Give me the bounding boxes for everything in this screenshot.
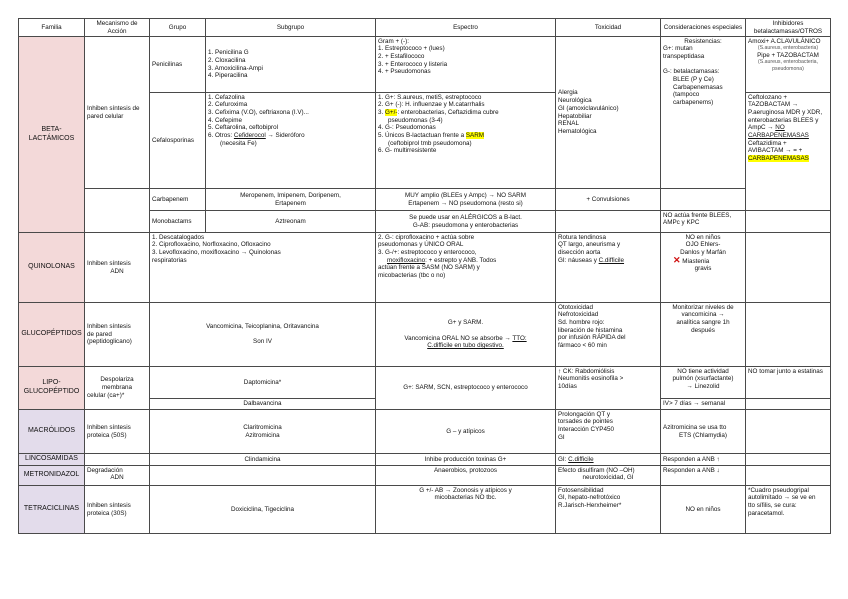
subgrupo-lincosamidas: Clindamicina — [150, 454, 376, 466]
mecanismo-lipoglucopeptido: Despolariza membrana celular (ca+)* — [85, 367, 150, 410]
grupo-penicilinas: Penicilinas — [150, 37, 206, 93]
grupo-monobactams: Monobactams — [150, 211, 206, 233]
espectro-penicilinas: Gram + (-): 1. Estreptococo + (lues) 2. + Estafilococo 3. + Enterococo y listeria 4. + Pseudomonas — [376, 37, 556, 93]
espectro-tetraciclinas: G +/- AB → Zoonosis y atípicos y micobacterias NO tbc. — [376, 486, 556, 534]
mecanismo-monobactams-empty — [85, 211, 150, 233]
inhibidores-quinolonas — [746, 233, 831, 303]
grupo-cefalosporinas: Cefalosporinas — [150, 93, 206, 189]
row-glucopeptidos — [19, 303, 831, 367]
mecanismo-quinolonas: Inhiben síntesis ADN — [85, 233, 150, 303]
familia-tetraciclinas: TETRACICLINAS — [19, 486, 85, 534]
inhibidores-metronidazol — [746, 466, 831, 486]
row-lipoglucopeptido — [19, 367, 831, 399]
subgrupo-daptomicina: Daptomicina* — [150, 367, 376, 399]
familia-glucopeptidos: GLUCOPÉPTIDOS — [19, 303, 85, 367]
row-metronidazol — [19, 466, 831, 486]
toxicidad-metronidazol: Efecto disulfiram (NO –OH) neurotoxicidad, GI — [556, 466, 661, 486]
espectro-quinolonas: 2. G-: ciprofloxacino + actúa sobre pseudomonas y ÚNICO ORAL 3. G-/+: estreptococo y enterococo, moxifloxacino: + estrepto y ANB. Todos actúan frente a SASM (NO SARM) y micobacterias (tbc o no) — [376, 233, 556, 303]
row-penicilinas — [19, 37, 831, 93]
toxicidad-lincosamidas: GI: C.difficile — [556, 454, 661, 466]
antibiotics-table-container — [18, 18, 830, 534]
antibiotics-table — [18, 18, 831, 534]
inhibidores-penicilinas: Amoxi+ A.CLAVULÁNICO (S.aureus, enterobacteria) Pipe + TAZOBACTAM (S.aureus, enterobacteria, pseudomona) — [746, 37, 831, 93]
mecanismo-betalactamicos: Inhiben síntesis de pared celular — [85, 37, 150, 189]
grupo-carbapenem: Carbapenem — [150, 189, 206, 211]
header-toxicidad: Toxicidad — [556, 19, 661, 37]
toxicidad-tetraciclinas: Fotosensibilidad GI, hepato-nefrotóxico R.Jarisch-Herxheimer* — [556, 486, 661, 534]
familia-lipoglucopeptido: LIPO- GLUCOPÉPTIDO — [19, 367, 85, 410]
mecanismo-lincosamidas — [85, 454, 150, 466]
mecanismo-macrolidos: Inhiben síntesis proteica (50S) — [85, 410, 150, 454]
subgrupo-penicilinas: 1. Penicilina G 2. Cloxacilina 3. Amoxicilina-Ampi 4. Piperacilina — [206, 37, 376, 93]
familia-quinolonas: QUINOLONAS — [19, 233, 85, 303]
mecanismo-carbapenem-empty — [85, 189, 150, 211]
espectro-metronidazol: Anaerobios, protozoos — [376, 466, 556, 486]
consideraciones-monobactams: NO actúa frente BLEES, AMPc y KPC — [661, 211, 746, 233]
familia-macrolidos: MACRÓLIDOS — [19, 410, 85, 454]
header-consideraciones: Consideraciones especiales — [661, 19, 746, 37]
subgrupo-dalbavancina: Dalbavancina — [150, 399, 376, 410]
espectro-glucopeptidos: G+ y SARM. Vancomicina ORAL NO se absorbe → TTO: C.difficile en tubo digestivo. — [376, 303, 556, 367]
espectro-carbapenem: MUY amplio (BLEEs y Ampc) → NO SARM Ertapenem → NO pseudomona (resto si) — [376, 189, 556, 211]
mecanismo-tetraciclinas: Inhiben síntesis proteica (30S) — [85, 486, 150, 534]
toxicidad-monobactams — [556, 211, 661, 233]
consideraciones-lincosamidas: Responden a ANB ↑ — [661, 454, 746, 466]
row-macrolidos — [19, 410, 831, 454]
highlight-sarm: SARM — [465, 131, 485, 139]
toxicidad-carbapenem: + Convulsiones — [556, 189, 661, 211]
subgrupo-monobactams: Aztreonam — [206, 211, 376, 233]
familia-betalactamicos: BETA- LACTÁMICOS — [19, 37, 85, 233]
row-lincosamidas — [19, 454, 831, 466]
row-monobactams — [19, 211, 831, 233]
inhibidores-monobactams — [746, 211, 831, 233]
toxicidad-betalactamicos: Alergia Neurológica GI (amoxiclavulánico) Hepatobiliar RENAL Hematológica — [556, 37, 661, 189]
header-familia: Familia — [19, 19, 85, 37]
header-inhibidores: Inhibidores betalactamasas/OTROS — [746, 19, 831, 37]
inhibidores-glucopeptidos — [746, 303, 831, 367]
familia-metronidazol: METRONIDAZOL — [19, 466, 85, 486]
espectro-macrolidos: G – y atípicos — [376, 410, 556, 454]
espectro-monobactams: Se puede usar en ALÉRGICOS a B-lact. G-AB: pseudomona y enterobacterias — [376, 211, 556, 233]
consideraciones-macrolidos: Azitromicina se usa tto ETS (Chlamydia) — [661, 410, 746, 454]
toxicidad-macrolidos: Prolongación QT y torsades de pointes Interacción CYP450 GI — [556, 410, 661, 454]
subgrupo-glucopeptidos: Vancomicina, Teicoplanina, Oritavancina Son IV — [150, 303, 376, 367]
cross-mark-icon: ✕ — [673, 254, 681, 265]
inhibidores-tetraciclinas: *Cuadro pseudogripal autolimitado → se ve en tto sífilis, se cura: paracetamol. — [746, 486, 831, 534]
row-tetraciclinas — [19, 486, 831, 534]
mecanismo-metronidazol: Degradación ADN — [85, 466, 150, 486]
consideraciones-dalbavancina: IV> 7 días → semanal — [661, 399, 746, 410]
subgrupo-cefalosporinas: 1. Cefazolina 2. Cefuroxima 3. Cefixima (V.O), ceftriaxona (I.V)... 4. Cefepime 5. Ceftarolina, ceftobiprol 6. Otros: Cefiderocol → Sideróforo (necesita Fe) — [206, 93, 376, 189]
header-subgrupo: Subgrupo — [206, 19, 376, 37]
header-espectro: Espectro — [376, 19, 556, 37]
consideraciones-betalactamicos: Resistencias: G+: mutan transpeptidasa G-: betalactamasas: BLEE (P y Ce) Carbapenemasas (tampoco carbapenems) — [661, 37, 746, 189]
consideraciones-metronidazol: Responden a ANB ↓ — [661, 466, 746, 486]
subgrupo-tetraciclinas: Doxiciclina, Tigeciclina — [150, 486, 376, 534]
inhibidores-macrolidos — [746, 410, 831, 454]
mecanismo-glucopeptidos: Inhiben síntesis de pared (peptidoglicano) — [85, 303, 150, 367]
highlight-carbapenemasas: CARBAPENEMASAS — [748, 154, 809, 162]
row-carbapenem — [19, 189, 831, 211]
consideraciones-quinolonas: NO en niños OJO Ehlers- Danlos y Marfán ✕ Miastenia gravis — [661, 233, 746, 303]
subgrupo-macrolidos: Claritromicina Azitromicina — [150, 410, 376, 454]
espectro-cefalosporinas: 1. G+: S.aureus, metiS, estreptococo 2. G+ (-): H. influenzae y M.catarrhalis 3. G+/-: enterobacterias, Ceftazidima cubre pseudomonas (3-4) 4. G-: Pseudomonas 5. Únicos B-lactactuan frente a SARM (ceftobiprol tmb pseudomona) 6. G- multirresistente — [376, 93, 556, 189]
familia-lincosamidas: LINCOSAMIDAS — [19, 454, 85, 466]
consideraciones-tetraciclinas: NO en niños — [661, 486, 746, 534]
espectro-lipoglucopeptido: G+: SARM, SCN, estreptococo y enterococo — [376, 367, 556, 410]
highlight-gpos-gneg: G+/- — [385, 108, 398, 116]
inhibidores-dalbavancina — [746, 399, 831, 410]
consideraciones-carbapenem — [661, 189, 746, 211]
toxicidad-lipoglucopeptido: ↑ CK: Rabdomiólisis Neumonitis eosinofila > 10días — [556, 367, 661, 410]
espectro-lincosamidas: Inhibe producción toxinas G+ — [376, 454, 556, 466]
inhibidores-lipoglucopeptido: NO tomar junto a estatinas — [746, 367, 831, 399]
consideraciones-lipoglucopeptido: NO tiene actividad pulmón (xsurfactante) → Linezolid — [661, 367, 746, 399]
header-row — [19, 19, 831, 37]
row-quinolonas — [19, 233, 831, 303]
consideraciones-glucopeptidos: Monitorizar niveles de vancomicina → analítica sangre 1h después — [661, 303, 746, 367]
inhibidores-cefalosporinas: Ceftolozano + TAZOBACTAM → P.aeruginosa MDR y XDR, enterobacterias BLEES y AmpC → NO CARBAPENEMASAS Ceftazidima + AVIBACTAM → = + CARBAPENEMASAS — [746, 93, 831, 211]
subgrupo-quinolonas: 1. Descatalogados 2. Ciprofloxacino, Norfloxacino, Ofloxacino 3. Levofloxacino, moxifloxacino → Quinolonas respiratorias — [150, 233, 376, 303]
inhibidores-lincosamidas — [746, 454, 831, 466]
header-grupo: Grupo — [150, 19, 206, 37]
header-mecanismo: Mecanismo de Acción — [85, 19, 150, 37]
toxicidad-quinolonas: Rotura tendinosa QT largo, aneurisma y disección aorta GI: náuseas y C.difficile — [556, 233, 661, 303]
subgrupo-metronidazol — [150, 466, 376, 486]
cefiderocol-text: Cefiderocol — [233, 131, 266, 139]
toxicidad-glucopeptidos: Ototoxicidad Nefrotoxicidad Sd. hombre rojo: liberación de histamina por infusión RÁPIDA del fármaco < 60 min — [556, 303, 661, 367]
subgrupo-carbapenem: Meropenem, Imipenem, Doripenem, Ertapenem — [206, 189, 376, 211]
